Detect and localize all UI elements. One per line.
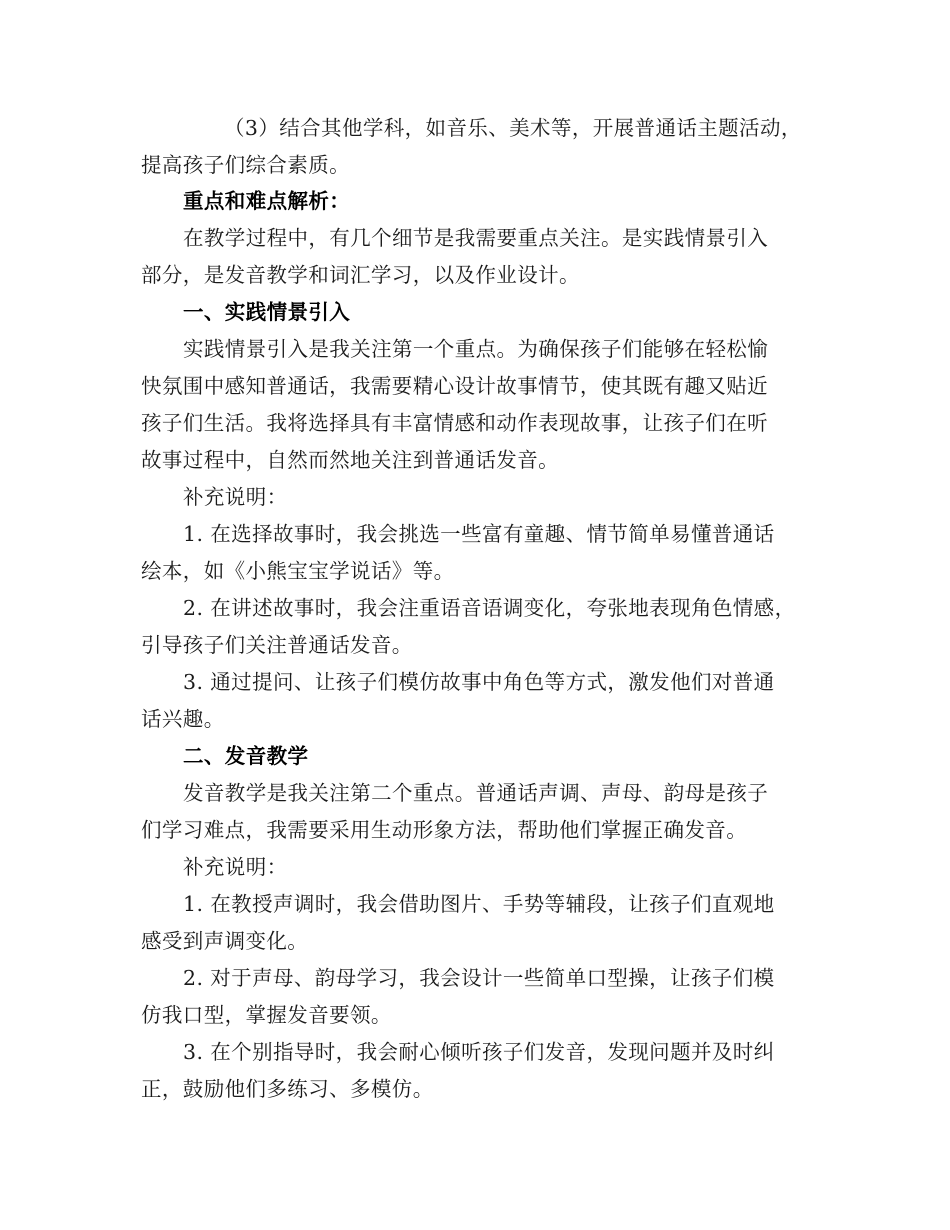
list-item-line: 引导孩子们关注普通话发音。 xyxy=(141,633,413,657)
paragraph-line: 孩子们生活。我将选择具有丰富情感和动作表现故事，让孩子们在听 xyxy=(141,411,768,435)
paragraph-line: 故事过程中，自然而然地关注到普通话发音。 xyxy=(141,448,559,472)
list-item-line: 1. 在选择故事时，我会挑选一些富有童趣、情节简单易懂普通话 xyxy=(183,522,775,546)
paragraph-line: （3）结合其他学科，如音乐、美术等，开展普通话主题活动， xyxy=(224,116,802,140)
paragraph-line: 发音教学是我关注第二个重点。普通话声调、声母、韵母是孩子 xyxy=(183,781,769,805)
list-item-line: 2. 在讲述故事时，我会注重语音语调变化，夸张地表现角色情感， xyxy=(183,596,796,620)
paragraph-line: 快氛围中感知普通话，我需要精心设计故事情节，使其既有趣又贴近 xyxy=(141,374,768,398)
paragraph-line: 提高孩子们综合素质。 xyxy=(141,153,350,177)
section-heading: 重点和难点解析： xyxy=(183,189,351,213)
list-item-line: 2. 对于声母、韵母学习，我会设计一些简单口型操，让孩子们模 xyxy=(183,966,775,990)
list-item-line: 绘本，如《小熊宝宝学说话》等。 xyxy=(141,559,455,583)
section-heading: 一、实践情景引入 xyxy=(183,300,351,324)
paragraph-line: 实践情景引入是我关注第一个重点。为确保孩子们能够在轻松愉 xyxy=(183,337,769,361)
section-heading: 二、发音教学 xyxy=(183,744,309,768)
paragraph-line: 部分，是发音教学和词汇学习，以及作业设计。 xyxy=(141,263,580,287)
paragraph-line: 补充说明： xyxy=(183,485,288,509)
list-item-line: 3. 在个别指导时，我会耐心倾听孩子们发音，发现问题并及时纠 xyxy=(183,1040,775,1064)
paragraph-line: 们学习难点，我需要采用生动形象方法，帮助他们掌握正确发音。 xyxy=(141,818,748,842)
paragraph-line: 补充说明： xyxy=(183,855,288,879)
list-item-line: 仿我口型，掌握发音要领。 xyxy=(141,1003,392,1027)
list-item-line: 感受到声调变化。 xyxy=(141,929,309,953)
paragraph-line: 在教学过程中，有几个细节是我需要重点关注。是实践情景引入 xyxy=(183,226,769,250)
list-item-line: 话兴趣。 xyxy=(141,707,225,731)
list-item-line: 3. 通过提问、让孩子们模仿故事中角色等方式，激发他们对普通 xyxy=(183,670,775,694)
list-item-line: 正，鼓励他们多练习、多模仿。 xyxy=(141,1077,434,1101)
list-item-line: 1. 在教授声调时，我会借助图片、手势等辅段，让孩子们直观地 xyxy=(183,892,775,916)
